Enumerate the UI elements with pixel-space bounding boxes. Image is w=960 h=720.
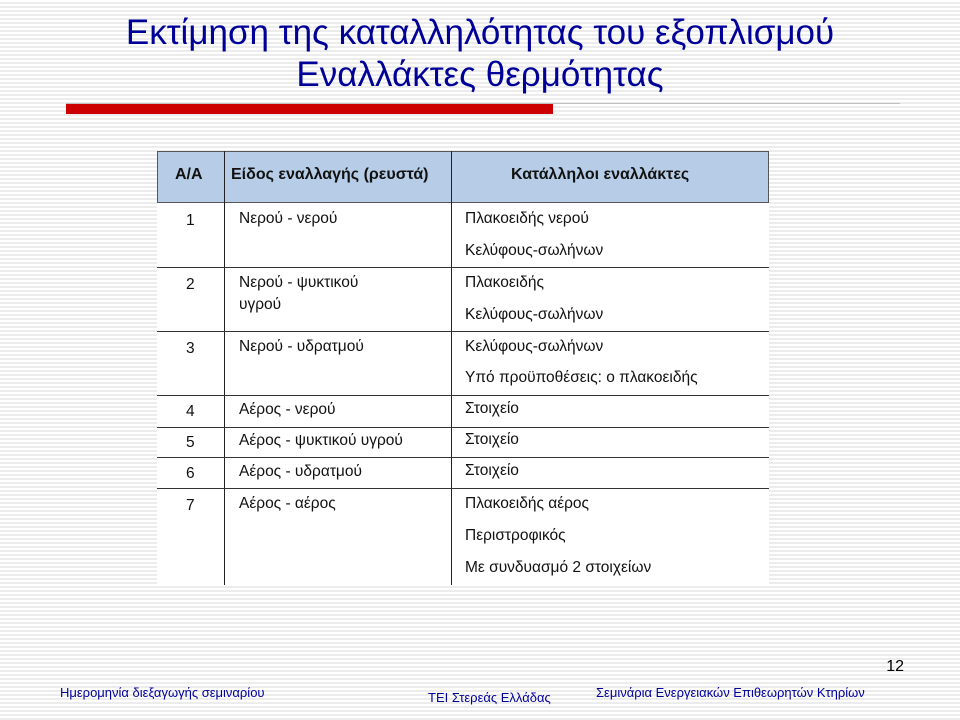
- column-divider: [451, 151, 452, 585]
- row-separator: [157, 331, 769, 332]
- table-row-type: Νερού - υδρατμού: [239, 338, 364, 355]
- table-row-suitable: Με συνδυασμό 2 στοιχείων: [465, 559, 652, 576]
- table-row-suitable: Πλακοειδής αέρος: [465, 495, 590, 512]
- footer-left: Ημερομηνία διεξαγωγής σεμιναρίου: [60, 685, 265, 700]
- footer-center: ΤΕΙ Στερεάς Ελλάδας: [428, 690, 551, 705]
- table-row-number: 2: [186, 276, 195, 293]
- header-exchange-type: Είδος εναλλαγής (ρευστά): [231, 166, 429, 183]
- table-row-type: Αέρος - ψυκτικού υγρού: [239, 432, 403, 449]
- table-row-type: Αέρος - νερού: [239, 401, 336, 418]
- heat-exchanger-table: [157, 151, 769, 585]
- page-number: 12: [886, 658, 904, 675]
- title-accent-rule: [66, 104, 553, 114]
- table-row-number: 6: [186, 465, 195, 482]
- table-row-suitable: Στοιχείο: [465, 431, 519, 448]
- table-row-number: 5: [186, 434, 195, 451]
- header-suitable-exchangers: Κατάλληλοι εναλλάκτες: [511, 166, 690, 183]
- table-row-suitable: Κελύφους-σωλήνων: [465, 338, 604, 355]
- table-row-type: Αέρος - αέρος: [239, 495, 336, 512]
- table-row-suitable: Κελύφους-σωλήνων: [465, 306, 604, 323]
- table-row-suitable: Στοιχείο: [465, 400, 519, 417]
- row-separator: [157, 267, 769, 268]
- table-row-number: 3: [186, 340, 195, 357]
- table-row-type: Νερού - νερού: [239, 210, 338, 227]
- slide-title-line1: Εκτίμηση της καταλληλότητας του εξοπλισμού: [125, 13, 835, 52]
- table-row-suitable: Πλακοειδής: [465, 274, 544, 291]
- slide-title-line2: Εναλλάκτες θερμότητας: [296, 55, 664, 94]
- row-separator: [157, 457, 769, 458]
- table-row-number: 7: [186, 497, 195, 514]
- table-row-number: 1: [186, 212, 195, 229]
- column-divider: [224, 151, 225, 585]
- table-row-type: Αέρος - υδρατμού: [239, 463, 362, 480]
- header-aa: Α/Α: [175, 166, 203, 183]
- table-row-number: 4: [186, 403, 195, 420]
- row-separator: [157, 427, 769, 428]
- table-row-suitable: Περιστροφικός: [465, 527, 566, 544]
- table-row-suitable: Στοιχείο: [465, 462, 519, 479]
- footer-right: Σεμινάρια Ενεργειακών Επιθεωρητών Κτηρίων: [596, 685, 865, 700]
- row-separator: [157, 395, 769, 396]
- table-row-suitable: Πλακοειδής νερού: [465, 210, 589, 227]
- table-row-type: Νερού - ψυκτικού: [239, 274, 359, 291]
- table-row-suitable: Υπό προϋποθέσεις: ο πλακοειδής: [465, 369, 698, 386]
- row-separator: [157, 488, 769, 489]
- table-row-suitable: Κελύφους-σωλήνων: [465, 242, 604, 259]
- table-row-type: υγρού: [239, 296, 282, 313]
